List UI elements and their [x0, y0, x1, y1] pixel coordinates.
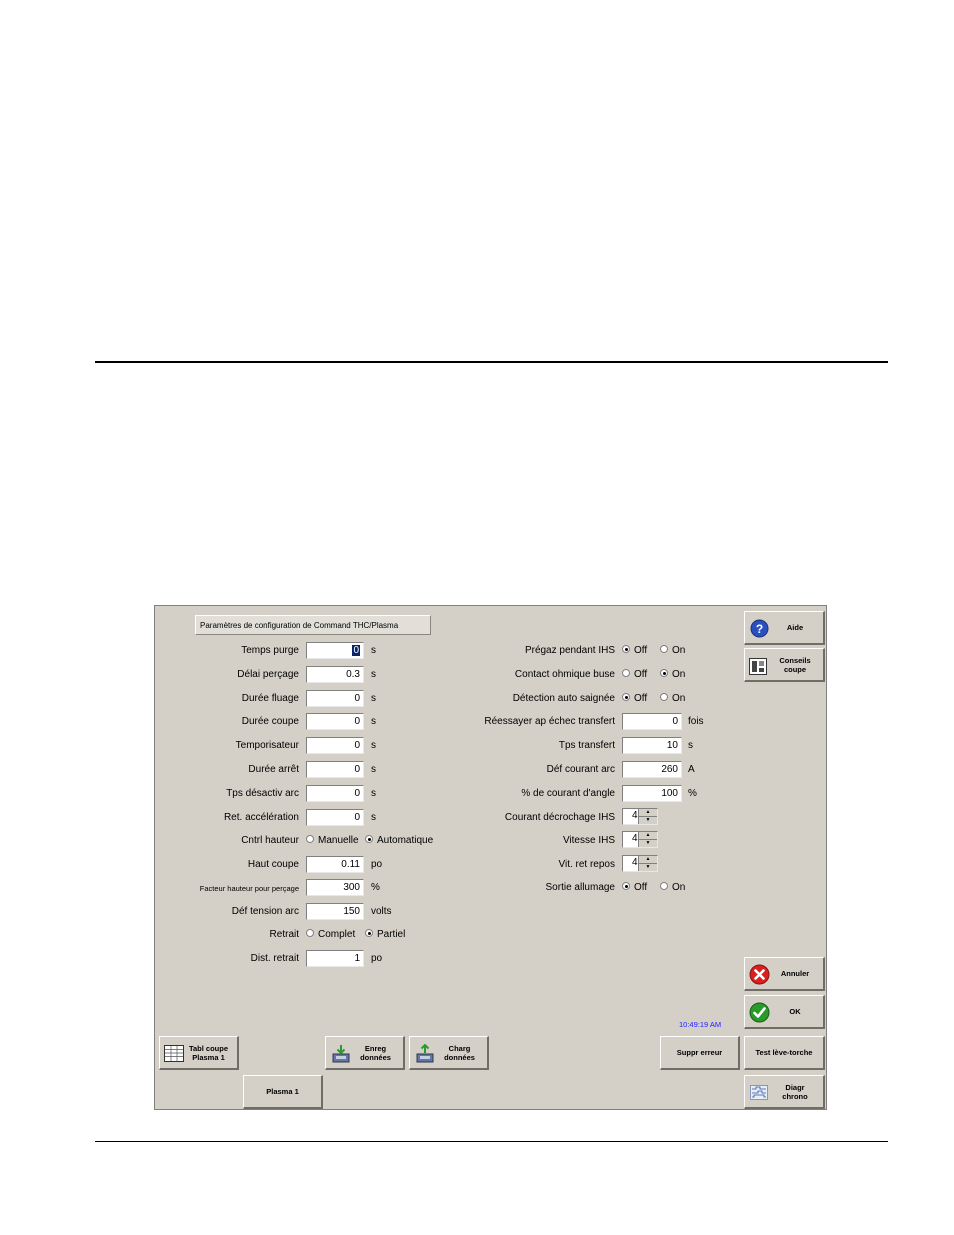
dist-retrait-input[interactable]: 1 — [306, 950, 364, 967]
detection-saignee-off-radio[interactable]: Off — [622, 693, 647, 705]
radio-on-icon — [365, 929, 373, 937]
duree-fluage-input[interactable]: 0 — [306, 690, 364, 707]
thc-config-screen — [154, 605, 827, 1110]
facteur-hauteur-input[interactable]: 300 — [306, 879, 364, 896]
param-label: Tps désactiv arc — [226, 788, 299, 799]
spinner-value: 4 — [632, 810, 638, 821]
sortie-allumage-on-radio[interactable]: On — [660, 882, 685, 894]
enreg-donnees-button[interactable]: Enreg données — [325, 1036, 405, 1070]
param-label: Réessayer ap échec transfert — [484, 716, 615, 727]
param-unit: s — [371, 788, 376, 799]
param-label: Haut coupe — [247, 859, 299, 870]
param-unit: s — [371, 812, 376, 823]
param-unit: A — [688, 764, 695, 775]
param-unit: s — [371, 693, 376, 704]
annuler-button[interactable]: Annuler — [744, 957, 825, 991]
dialog-title: Paramètres de configuration de Command THC/Plasma — [195, 615, 431, 635]
param-label: Durée fluage — [241, 693, 299, 704]
tabl-coupe-button[interactable]: Tabl coupe Plasma 1 — [159, 1036, 239, 1070]
param-unit: s — [371, 740, 376, 751]
param-unit: po — [371, 859, 383, 870]
radio-off-icon — [660, 693, 668, 701]
param-label: Délai perçage — [237, 669, 299, 680]
param-unit: s — [371, 645, 376, 656]
param-unit: s — [371, 716, 376, 727]
temporisateur-input[interactable]: 0 — [306, 737, 364, 754]
save-data-icon — [331, 1044, 351, 1064]
tps-transfert-input[interactable]: 10 — [622, 737, 682, 754]
param-unit: s — [371, 669, 376, 680]
param-label: Détection auto saignée — [512, 693, 615, 704]
courant-decrochage-spinner[interactable] — [622, 808, 658, 825]
param-label: Prégaz pendant IHS — [524, 645, 615, 656]
def-tension-arc-input[interactable]: 150 — [306, 903, 364, 920]
spin-down-icon[interactable]: ▼ — [645, 840, 651, 846]
vit-ret-repos-spinner[interactable] — [622, 855, 658, 872]
duree-coupe-input[interactable]: 0 — [306, 713, 364, 730]
cut-tips-icon — [749, 658, 767, 675]
haut-coupe-input[interactable]: 0.11 — [306, 856, 364, 873]
def-courant-arc-input[interactable]: 260 — [622, 761, 682, 778]
help-icon — [750, 619, 769, 638]
radio-on-icon — [660, 669, 668, 677]
spin-up-icon[interactable]: ▲ — [639, 809, 657, 817]
param-unit: % — [371, 882, 380, 893]
radio-off-icon — [306, 835, 314, 843]
param-label: Déf courant arc — [546, 764, 615, 775]
spin-down-icon[interactable]: ▼ — [645, 864, 651, 870]
spin-down-icon[interactable]: ▼ — [645, 817, 651, 823]
param-label: Contact ohmique buse — [514, 669, 615, 680]
param-label: Tps transfert — [558, 740, 615, 751]
param-label: Vitesse IHS — [562, 835, 615, 846]
param-label: % de courant d'angle — [521, 788, 615, 799]
aide-button[interactable]: ? Aide — [744, 611, 825, 645]
retrait-label: Retrait — [269, 929, 299, 940]
spin-up-icon[interactable]: ▲ — [639, 832, 657, 840]
ret-acceleration-input[interactable]: 0 — [306, 809, 364, 826]
contact-ohmique-on-radio[interactable]: On — [660, 669, 685, 681]
cut-table-icon — [164, 1045, 184, 1062]
retrait-complet-radio[interactable]: Complet — [306, 929, 355, 941]
ok-check-icon — [749, 1002, 770, 1023]
contact-ohmique-off-radio[interactable]: Off — [622, 669, 647, 681]
param-label: Ret. accélération — [223, 812, 299, 823]
suppr-erreur-button[interactable]: Suppr erreur — [660, 1036, 740, 1070]
param-unit: fois — [688, 716, 704, 727]
cancel-icon — [749, 964, 770, 985]
param-label: Courant décrochage IHS — [504, 812, 615, 823]
param-label: Durée arrêt — [248, 764, 299, 775]
top-rule — [95, 361, 888, 363]
svg-text:?: ? — [755, 622, 764, 636]
param-label: Vit. ret repos — [558, 859, 615, 870]
tps-desactiv-arc-input[interactable]: 0 — [306, 785, 364, 802]
sortie-allumage-label: Sortie allumage — [545, 882, 615, 893]
clock: 10:49:19 AM — [679, 1020, 722, 1029]
spinner-value: 4 — [632, 833, 638, 844]
reessayer-transfert-input[interactable]: 0 — [622, 713, 682, 730]
bottom-rule — [95, 1141, 888, 1142]
param-label: Facteur hauteur pour perçage — [199, 884, 299, 893]
retrait-partiel-radio[interactable]: Partiel — [365, 929, 405, 941]
pregaz-on-radio[interactable]: On — [660, 645, 685, 657]
temps-purge-input[interactable]: 0 — [306, 642, 364, 659]
param-unit: po — [371, 953, 383, 964]
radio-off-icon — [660, 882, 668, 890]
dist-retrait-label: Dist. retrait — [250, 953, 299, 964]
courant-angle-input[interactable]: 100 — [622, 785, 682, 802]
delai-percage-input[interactable]: 0.3 — [306, 666, 364, 683]
timing-diagram-icon — [750, 1085, 768, 1100]
pregaz-off-radio[interactable]: Off — [622, 645, 647, 657]
spin-up-icon[interactable]: ▲ — [639, 856, 657, 864]
diagr-chrono-button[interactable]: Diagr chrono — [744, 1075, 825, 1109]
duree-arret-input[interactable]: 0 — [306, 761, 364, 778]
param-unit: volts — [371, 906, 392, 917]
charg-donnees-button[interactable]: Charg données — [409, 1036, 489, 1070]
test-leve-torche-button[interactable]: Test lève-torche — [744, 1036, 825, 1070]
vitesse-ihs-spinner[interactable] — [622, 831, 658, 848]
spinner-value: 4 — [632, 857, 638, 868]
cntrl-hauteur-label: Cntrl hauteur — [241, 835, 299, 846]
conseils-coupe-button[interactable]: Conseils coupe — [744, 648, 825, 682]
radio-off-icon — [306, 929, 314, 937]
ok-button[interactable]: OK — [744, 995, 825, 1029]
detection-saignee-on-radio[interactable]: On — [660, 693, 685, 705]
param-unit: s — [688, 740, 693, 751]
plasma-1-button[interactable]: Plasma 1 — [243, 1075, 323, 1109]
radio-on-icon — [622, 645, 630, 653]
param-label: Temporisateur — [235, 740, 299, 751]
load-data-icon — [415, 1044, 435, 1064]
cntrl-hauteur-manuelle-radio[interactable]: Manuelle — [306, 835, 359, 847]
sortie-allumage-off-radio[interactable]: Off — [622, 882, 647, 894]
param-label: Temps purge — [241, 645, 299, 656]
cntrl-hauteur-automatique-radio[interactable]: Automatique — [365, 835, 433, 847]
radio-off-icon — [622, 669, 630, 677]
radio-off-icon — [660, 645, 668, 653]
param-label: Déf tension arc — [231, 906, 299, 917]
radio-on-icon — [622, 693, 630, 701]
radio-on-icon — [622, 882, 630, 890]
param-unit: % — [688, 788, 697, 799]
param-label: Durée coupe — [241, 716, 299, 727]
param-unit: s — [371, 764, 376, 775]
radio-on-icon — [365, 835, 373, 843]
